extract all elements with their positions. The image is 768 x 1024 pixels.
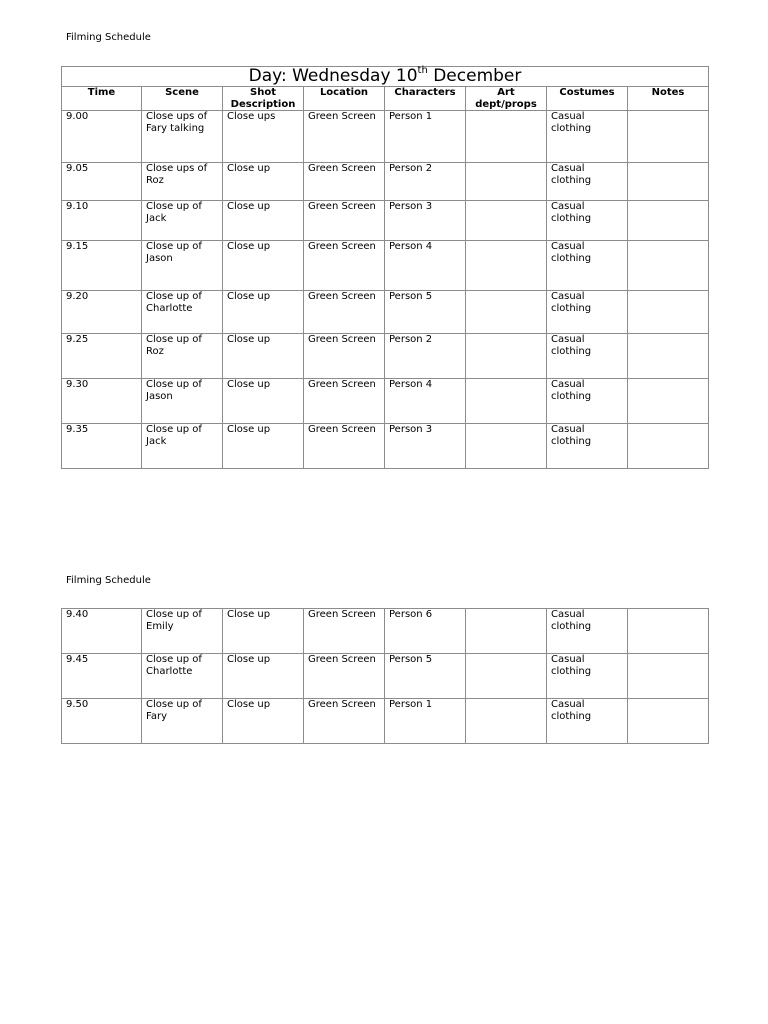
cell-art	[466, 111, 547, 163]
cell-art	[466, 201, 547, 241]
cell-location: Green Screen	[304, 111, 385, 163]
table-row	[62, 699, 709, 744]
cell-art	[466, 163, 547, 201]
cell-scene: Close up of Jack	[142, 201, 223, 241]
page-header: Filming Schedule	[66, 32, 151, 43]
cell-shot: Close up	[223, 163, 304, 201]
cell-shot: Close up	[223, 241, 304, 291]
cell-costumes: Casual clothing	[547, 699, 628, 744]
cell-scene: Close up of Roz	[142, 334, 223, 379]
cell-characters: Person 5	[385, 654, 466, 699]
cell-characters: Person 2	[385, 334, 466, 379]
cell-costumes: Casual clothing	[547, 334, 628, 379]
cell-scene: Close up of Jack	[142, 424, 223, 469]
day-title: Day: Wednesday 10th December	[62, 67, 709, 87]
column-header: Shot Description	[223, 87, 304, 111]
cell-time: 9.35	[62, 424, 142, 469]
cell-scene: Close up of Charlotte	[142, 291, 223, 334]
cell-location: Green Screen	[304, 654, 385, 699]
table-row	[62, 241, 709, 291]
cell-characters: Person 5	[385, 291, 466, 334]
table-row	[62, 291, 709, 334]
table-row	[62, 424, 709, 469]
cell-time: 9.20	[62, 291, 142, 334]
cell-art	[466, 609, 547, 654]
cell-notes	[628, 241, 709, 291]
cell-art	[466, 654, 547, 699]
cell-art	[466, 334, 547, 379]
cell-time: 9.10	[62, 201, 142, 241]
cell-notes	[628, 201, 709, 241]
cell-scene: Close up of Fary	[142, 699, 223, 744]
cell-shot: Close up	[223, 424, 304, 469]
page-header: Filming Schedule	[66, 575, 151, 586]
cell-location: Green Screen	[304, 291, 385, 334]
cell-shot: Close up	[223, 201, 304, 241]
cell-scene: Close up of Charlotte	[142, 654, 223, 699]
cell-characters: Person 2	[385, 163, 466, 201]
cell-shot: Close ups	[223, 111, 304, 163]
cell-location: Green Screen	[304, 201, 385, 241]
column-header: Costumes	[547, 87, 628, 111]
cell-costumes: Casual clothing	[547, 654, 628, 699]
cell-notes	[628, 609, 709, 654]
cell-characters: Person 4	[385, 241, 466, 291]
cell-notes	[628, 654, 709, 699]
cell-time: 9.30	[62, 379, 142, 424]
table-row	[62, 201, 709, 241]
cell-costumes: Casual clothing	[547, 111, 628, 163]
cell-time: 9.00	[62, 111, 142, 163]
cell-costumes: Casual clothing	[547, 291, 628, 334]
table-row	[62, 163, 709, 201]
cell-costumes: Casual clothing	[547, 609, 628, 654]
cell-notes	[628, 379, 709, 424]
cell-costumes: Casual clothing	[547, 241, 628, 291]
cell-time: 9.25	[62, 334, 142, 379]
cell-costumes: Casual clothing	[547, 424, 628, 469]
cell-time: 9.45	[62, 654, 142, 699]
cell-shot: Close up	[223, 609, 304, 654]
table-row	[62, 379, 709, 424]
column-header: Time	[62, 87, 142, 111]
cell-art	[466, 379, 547, 424]
cell-art	[466, 241, 547, 291]
cell-time: 9.40	[62, 609, 142, 654]
cell-characters: Person 1	[385, 111, 466, 163]
cell-time: 9.05	[62, 163, 142, 201]
table-row	[62, 111, 709, 163]
cell-costumes: Casual clothing	[547, 201, 628, 241]
column-header-row	[62, 87, 709, 111]
cell-time: 9.50	[62, 699, 142, 744]
cell-scene: Close up of Jason	[142, 241, 223, 291]
cell-art	[466, 699, 547, 744]
cell-shot: Close up	[223, 379, 304, 424]
table-row	[62, 654, 709, 699]
cell-notes	[628, 163, 709, 201]
cell-notes	[628, 424, 709, 469]
table-row	[62, 334, 709, 379]
cell-notes	[628, 291, 709, 334]
cell-location: Green Screen	[304, 379, 385, 424]
schedule-table-continued	[61, 608, 709, 744]
cell-scene: Close ups of Roz	[142, 163, 223, 201]
cell-time: 9.15	[62, 241, 142, 291]
cell-characters: Person 3	[385, 424, 466, 469]
cell-scene: Close up of Emily	[142, 609, 223, 654]
column-header: Notes	[628, 87, 709, 111]
cell-location: Green Screen	[304, 163, 385, 201]
schedule-table	[61, 66, 709, 469]
column-header: Scene	[142, 87, 223, 111]
cell-art	[466, 424, 547, 469]
cell-location: Green Screen	[304, 334, 385, 379]
cell-characters: Person 3	[385, 201, 466, 241]
cell-scene: Close up of Jason	[142, 379, 223, 424]
cell-characters: Person 4	[385, 379, 466, 424]
cell-notes	[628, 111, 709, 163]
cell-location: Green Screen	[304, 699, 385, 744]
cell-scene: Close ups of Fary talking	[142, 111, 223, 163]
cell-shot: Close up	[223, 291, 304, 334]
cell-location: Green Screen	[304, 424, 385, 469]
cell-art	[466, 291, 547, 334]
cell-characters: Person 1	[385, 699, 466, 744]
cell-shot: Close up	[223, 334, 304, 379]
cell-location: Green Screen	[304, 241, 385, 291]
column-header: Location	[304, 87, 385, 111]
column-header: Characters	[385, 87, 466, 111]
table-row	[62, 609, 709, 654]
cell-costumes: Casual clothing	[547, 379, 628, 424]
column-header: Art dept/props	[466, 87, 547, 111]
cell-notes	[628, 699, 709, 744]
cell-notes	[628, 334, 709, 379]
cell-costumes: Casual clothing	[547, 163, 628, 201]
cell-shot: Close up	[223, 654, 304, 699]
cell-shot: Close up	[223, 699, 304, 744]
cell-location: Green Screen	[304, 609, 385, 654]
cell-characters: Person 6	[385, 609, 466, 654]
